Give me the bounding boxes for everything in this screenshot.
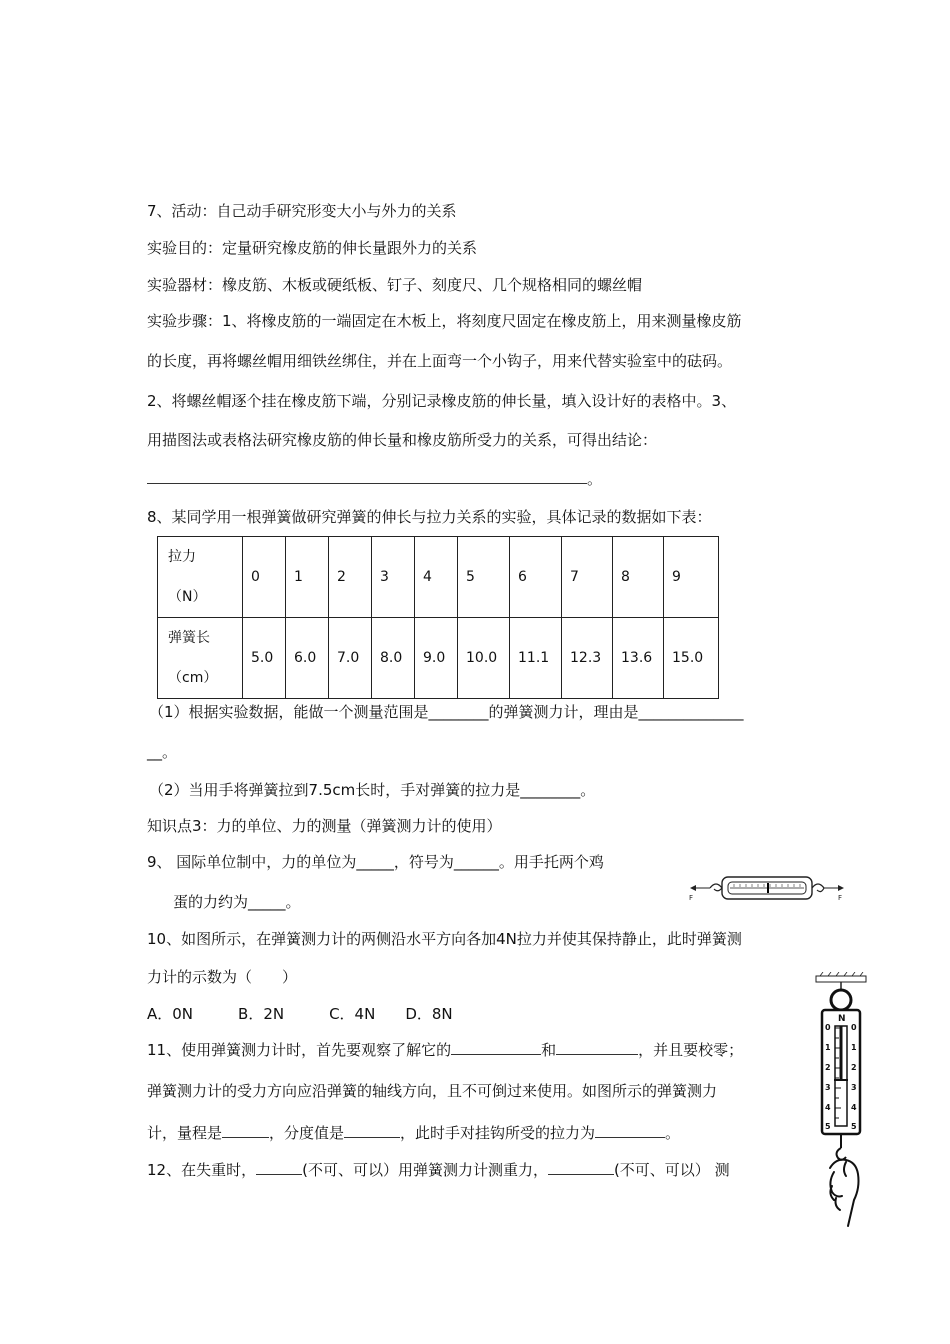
length-cell: 12.3 [562,618,613,699]
force-unit: （N） [168,589,207,605]
scale-tick-label: 4 [851,1103,857,1112]
q11-text-end: 。 [665,1124,681,1142]
q12-text-c: (不可、可以） 测 [613,1161,730,1179]
force-cell: 5 [458,537,510,618]
q11-line3 [147,1123,680,1143]
length-cell: 10.0 [458,618,510,699]
length-label-cell [158,618,243,699]
q7-steps-line1: 实验步骤：1、将橡皮筋的一端固定在木板上，将刻度尺固定在橡皮筋上，用来测量橡皮筋 [147,312,742,330]
force-cell: 9 [664,537,719,618]
q9-line1: 9、 国际单位制中，力的单位为_____，符号为______。用手托两个鸡 [147,853,604,871]
table-row-force [158,537,719,618]
q12-blank-1[interactable] [256,1160,302,1175]
scale-tick-label: 1 [851,1043,857,1052]
q11-text-range: 计，量程是 [147,1124,223,1142]
length-cell: 8.0 [372,618,415,699]
q11-text-force: ，此时手对挂钩所受的拉力为 [400,1124,596,1142]
q7-conclusion-blank[interactable] [147,469,602,489]
left-force-label: F [689,894,694,902]
force-cell: 2 [329,537,372,618]
q8-title: 8、某同学用一根弹簧做研究弹簧的伸长与拉力关系的实验，具体记录的数据如下表： [147,508,712,526]
q11-blank-force[interactable] [595,1123,665,1138]
q11-blank-division[interactable] [344,1123,400,1138]
scale-tick-label: 2 [851,1063,857,1072]
q8-sub1-line1: （1）根据实验数据，能做一个测量范围是________的弹簧测力计，理由是______________ [149,703,744,721]
q12-text-a: 12、在失重时， [147,1161,257,1179]
q11-text-a: 11、使用弹簧测力计时，首先要观察了解它的 [147,1041,452,1059]
scale-unit-label: N [838,1014,846,1024]
q8-sub2: （2）当用手将弹簧拉到7.5cm长时，手对弹簧的拉力是________。 [149,781,596,799]
q11-text-division: ，分度值是 [269,1124,345,1142]
length-cell: 5.0 [243,618,286,699]
q10-line2: 力计的示数为（ ） [147,968,298,986]
scale-tick-label: 3 [825,1083,831,1092]
scale-tick-label: 3 [851,1083,857,1092]
length-cell: 11.1 [510,618,562,699]
scale-tick-label: 0 [851,1023,857,1032]
q10-line1: 10、如图所示，在弹簧测力计的两侧沿水平方向各加4N拉力并使其保持静止，此时弹簧测 [147,930,742,948]
force-cell: 4 [415,537,458,618]
length-cell: 6.0 [286,618,329,699]
top-ring-icon [831,990,851,1010]
q12-text-b: (不可、可以）用弹簧测力计测重力， [302,1161,548,1179]
q11-blank-range[interactable] [222,1123,269,1138]
hand-icon [830,1160,859,1226]
q12-line [147,1160,730,1180]
q11-line1 [147,1040,743,1060]
q7-conclusion-end: 。 [587,470,603,488]
length-unit: （cm） [168,670,218,686]
left-hook-icon [710,884,722,891]
q11-blank-1[interactable] [451,1040,541,1055]
horizontal-spring-scale-figure [688,874,846,902]
force-label-cell [158,537,243,618]
vertical-spring-scale-figure [808,972,874,1232]
scale-tick-label: 1 [825,1043,831,1052]
length-label: 弹簧长 [168,630,210,646]
table-row-length [158,618,719,699]
force-cell: 1 [286,537,329,618]
q7-steps-line2: 的长度，再将螺丝帽用细铁丝绑住，并在上面弯一个小钩子，用来代替实验室中的砝码。 [147,352,733,370]
q11-text-c: ，并且要校零； [638,1041,744,1059]
q11-blank-2[interactable] [556,1040,638,1055]
q12-blank-2[interactable] [548,1160,614,1175]
q7-title: 7、活动：自己动手研究形变大小与外力的关系 [147,202,457,220]
force-label: 拉力 [168,549,196,565]
hook-icon [837,1148,846,1160]
length-cell: 7.0 [329,618,372,699]
ceiling-support [816,976,866,982]
right-force-label: F [838,894,843,902]
right-hook-icon [812,884,824,892]
q11-text-b: 和 [541,1041,557,1059]
force-cell: 6 [510,537,562,618]
scale-tick-label: 0 [825,1023,831,1032]
force-cell: 7 [562,537,613,618]
scale-tick-label: 5 [825,1122,831,1131]
scale-tick-label: 5 [851,1122,857,1131]
q7-purpose: 实验目的：定量研究橡皮筋的伸长量跟外力的关系 [147,239,478,257]
q9-line2: 蛋的力约为_____。 [173,893,301,911]
force-cell: 0 [243,537,286,618]
q7-steps-line3: 2、将螺丝帽逐个挂在橡皮筋下端，分别记录橡皮筋的伸长量，填入设计好的表格中。3、 [147,392,737,410]
scale-tick-label: 2 [825,1063,831,1072]
force-cell: 3 [372,537,415,618]
length-cell: 9.0 [415,618,458,699]
q7-steps-line4: 用描图法或表格法研究橡皮筋的伸长量和橡皮筋所受力的关系，可得出结论： [147,431,658,449]
length-cell: 15.0 [664,618,719,699]
q11-line2: 弹簧测力计的受力方向应沿弹簧的轴线方向，且不可倒过来使用。如图所示的弹簧测力 [147,1082,718,1100]
spring-data-table [157,536,719,699]
q8-sub1-line2: __。 [147,743,178,761]
length-cell: 13.6 [613,618,664,699]
knowledge-point-3: 知识点3：力的单位、力的测量（弹簧测力计的使用） [147,817,502,835]
q7-materials: 实验器材：橡皮筋、木板或硬纸板、钉子、刻度尺、几个规格相同的螺丝帽 [147,276,643,294]
force-cell: 8 [613,537,664,618]
scale-tick-label: 4 [825,1103,831,1112]
q10-options: A．0N B．2N C．4N D．8N [147,1005,453,1023]
